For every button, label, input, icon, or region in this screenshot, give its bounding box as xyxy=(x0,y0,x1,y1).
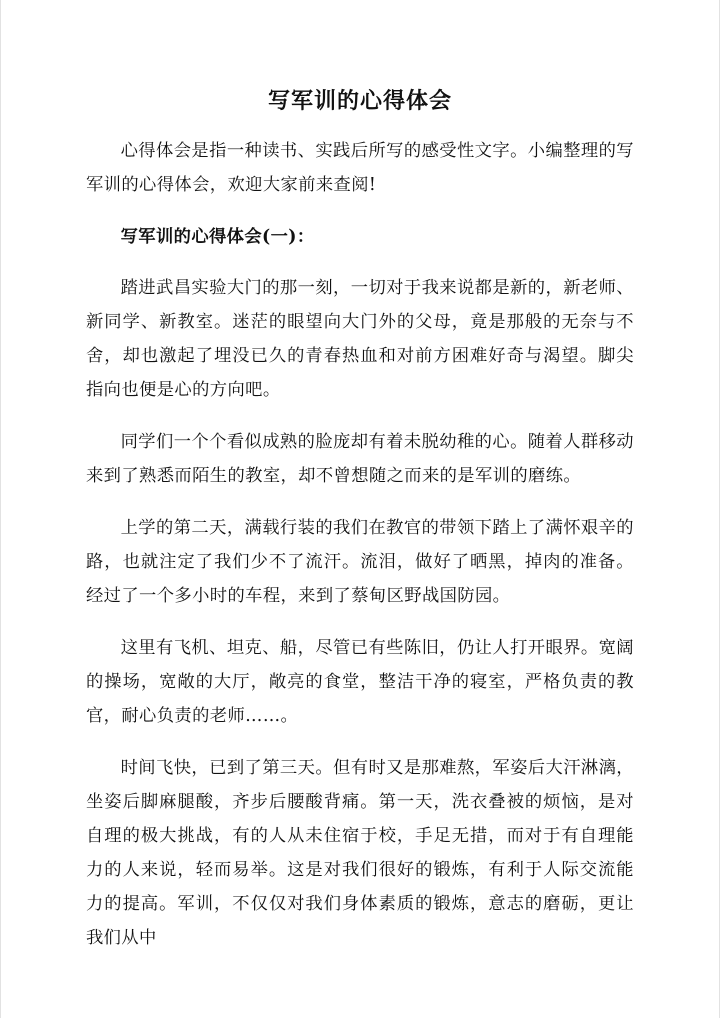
document-title: 写军训的心得体会 xyxy=(267,88,452,114)
section-heading: 写军训的心得体会(一)： xyxy=(120,227,315,247)
body-paragraph: 踏进武昌实验大门的那一刻，一切对于我来说都是新的，新老师、新同学、新教室。迷茫的眼望向大门外的父母，竟是那般的无奈与不舍，却也激起了埋没已久的青春热血和对前方困难好奇与渴望。脚尖指向也便是心的方向吧。 xyxy=(86,278,634,400)
body-paragraph: 上学的第二天，满载行装的我们在教官的带领下踏上了满怀艰辛的路，也就注定了我们少不了流汗。流泪，做好了晒黑，掉肉的准备。经过了一个多小时的车程，来到了蔡甸区野战国防园。 xyxy=(86,518,634,606)
body-paragraph: 时间飞快，已到了第三天。但有时又是那难熬，军姿后大汗淋漓，坐姿后脚麻腿酸，齐步后腰酸背痛。第一天，洗衣叠被的烦恼，是对自理的极大挑战，有的人从未住宿于校，手足无措，而对于有自理能力的人来说，轻而易举。这是对我们很好的锻炼，有利于人际交流能力的提高。军训，不仅仅对我们身体素质的锻炼，意志的磨砺，更让我们从中 xyxy=(86,758,634,948)
intro-paragraph: 心得体会是指一种读书、实践后所写的感受性文字。小编整理的写军训的心得体会，欢迎大家前来查阅! xyxy=(86,141,634,195)
body-paragraph: 这里有飞机、坦克、船，尽管已有些陈旧，仍让人打开眼界。宽阔的操场，宽敞的大厅，敞亮的食堂，整洁干净的寝室，严格负责的教官，耐心负责的老师……。 xyxy=(86,638,634,726)
body-paragraph: 同学们一个个看似成熟的脸庞却有着未脱幼稚的心。随着人群移动来到了熟悉而陌生的教室，却不曾想随之而来的是军训的磨练。 xyxy=(86,432,634,486)
page-edge-left xyxy=(0,0,1,1018)
